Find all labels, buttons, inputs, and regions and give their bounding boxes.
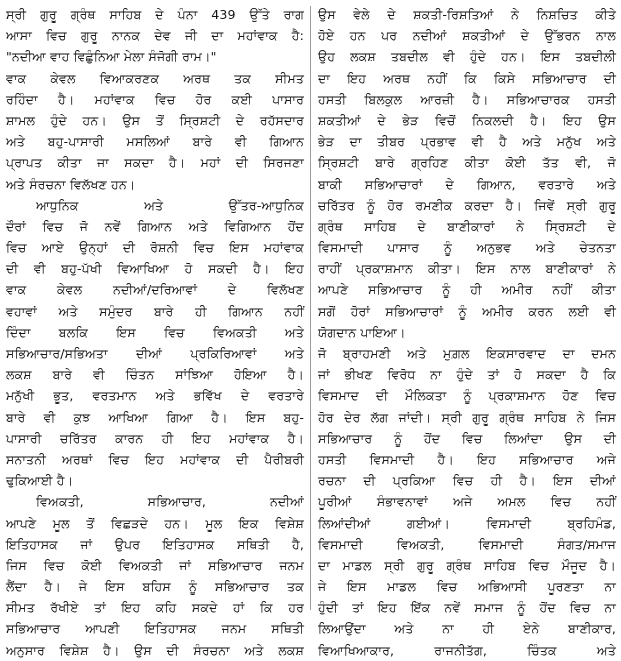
text-line: ਲੈਂਦਾ ਹੈ। ਜੇ ਇਸ ਬਹਿਸ ਨੂੰ ਸਭਿਆਚਾਰ ਤਕ [6, 579, 304, 595]
text-line: ਸਭਿਆਚਾਰ ਨੂੰ ਹੋਂਦ ਵਿਚ ਲਿਆਂਦਾ ਉਸ ਦੀ [318, 430, 616, 446]
text-line: ਯੋਗਦਾਨ ਪਾਇਆ। [318, 324, 406, 340]
text-line: ਵਿਅਕਤੀ, ਸਭਿਆਚਾਰ, ਨਦੀਆਂ [36, 494, 304, 510]
text-line: ਅਨੁਸਾਰ ਵਿਸ਼ੇਸ਼ ਹੈ। ਉਸ ਦੀ ਸੰਰਚਨਾ ਅਤੇ ਲਕਸ਼ [6, 642, 304, 658]
text-line: ਭੇੜ ਦਾ ਤੀਬਰ ਪ੍ਰਭਾਵ ਵੀ ਹੈ ਅਤੇ ਮਨੁੱਖ ਅਤੇ [318, 134, 616, 150]
text-line: ਆਪਣੇ ਸਭਿਆਚਾਰ ਨੂੰ ਹੀ ਅਮੀਰ ਨਹੀਂ ਕੀਤਾ [318, 282, 616, 298]
text-line: ਬਾਰੇ ਵੀ ਕੁਝ ਆਖਿਆ ਗਿਆ ਹੈ। ਇਸ ਬਹੁ- [6, 409, 304, 425]
text-line: ਸ਼ਾਮਲ ਹੁੰਦੇ ਹਨ। ਉਸ ਤੋਂ ਸ੍ਰਿਸ਼ਟੀ ਦੇ ਰਹੱਸਦਾਰ [6, 112, 304, 128]
text-line: ਵਿਸਮਾਦੀ ਪਾਸਾਰ ਨੂੰ ਅਨੁਭਵ ਅਤੇ ਚੇਤਨਤਾ [318, 240, 616, 256]
text-line: ਇਤਿਹਾਸਕ ਜਾਂ ਉਪਰ ਇਤਿਹਾਸਕ ਸਥਿਤੀ ਹੈ, [6, 536, 304, 552]
text-line: ਦੌਰਾਂ ਵਿਚ ਜੋ ਨਵੇਂ ਗਿਆਨ ਅਤੇ ਵਿਗਿਆਨ ਹੋਂਦ [6, 218, 304, 234]
text-line: ਜਾਂ ਭੀਖਣ ਵਿਰੋਧ ਨਾ ਹੁੰਦੇ ਤਾਂ ਹੋ ਸਕਦਾ ਹੈ ਕਿ [318, 367, 616, 383]
text-line: ਆਪਣੇ ਮੂਲ ਤੋਂ ਵਿਛੜਦੇ ਹਨ। ਮੂਲ ਇਕ ਵਿਸ਼ੇਸ਼ [6, 515, 304, 531]
text-line: ਹਸਤੀ ਵਿਸਮਾਦੀ ਹੈ। ਇਹ ਸਭਿਆਚਾਰ ਅਜੇ [318, 451, 616, 467]
text-line: ਪੂਰੀਆਂ ਸੰਭਾਵਨਾਵਾਂ ਅਜੇ ਅਮਲ ਵਿਚ ਨਹੀਂ [318, 494, 616, 510]
text-line: ਹੁੰਦੀ ਤਾਂ ਇਹ ਇੱਕ ਨਵੇਂ ਸਮਾਜ ਨੂੰ ਹੋਂਦ ਵਿਚ ਨਾ [318, 600, 616, 616]
text-line: ਰਾਹੀਂ ਪ੍ਰਕਾਸ਼ਮਾਨ ਕੀਤਾ। ਇਸ ਨਾਲ ਬਾਣੀਕਾਰਾਂ ਨੇ [318, 261, 616, 277]
text-line: ਲਕਸ਼ ਬਾਰੇ ਵੀ ਚਿੰਤਨ ਸਾਂਝਿਆ ਹੋਇਆ ਹੈ। [6, 367, 304, 383]
text-line: ਲਿਆਂਦੀਆਂ ਗਈਆਂ। ਵਿਸਮਾਦੀ ਬ੍ਰਹਿਮੰਡ, [318, 515, 616, 531]
text-line: ਹੋਰ ਦੇਰ ਲੱਗ ਜਾਂਦੀ। ਸ੍ਰੀ ਗੁਰੂ ਗ੍ਰੰਥ ਸਾਹਿਬ ਨੇ ਜਿਸ [318, 409, 616, 425]
text-line: ਅਤੇ ਸੰਰਚਨਾ ਵਿਲੱਖਣ ਹਨ। [6, 176, 136, 192]
text-line: ਹੋਏ ਹਨ ਪਰ ਨਦੀਆਂ ਸ਼ਕਤੀਆਂ ਦੇ ਉੱਭਰਨ ਨਾਲ [318, 28, 616, 44]
text-line: ਵਿਚ ਆਏ ਉਨ੍ਹਾਂ ਦੀ ਰੋਸ਼ਨੀ ਵਿਚ ਇਸ ਮਹਾਂਵਾਕ [6, 240, 304, 256]
text-line: ਉਸ ਵੇਲੇ ਦੇ ਸ਼ਕਤੀ-ਰਿਸ਼ਤਿਆਂ ਨੇ ਨਿਸ਼ਚਿਤ ਕੀਤੇ [318, 7, 616, 22]
text-line: ਵਹਾਵਾਂ ਅਤੇ ਸਮੁੰਦਰ ਬਾਰੇ ਹੀ ਗਿਆਨ ਨਹੀਂ [6, 303, 304, 319]
text-line: ਵਾਕ ਕੇਵਲ ਨਦੀਆਂ/ਦਰਿਆਵਾਂ ਦੇ ਵਿਲੱਖਣ [6, 282, 304, 298]
text-line: ਪ੍ਰਾਪਤ ਕੀਤਾ ਜਾ ਸਕਦਾ ਹੈ। ਮਹਾਂ ਦੀ ਸਿਰਜਣਾ [6, 155, 304, 171]
text-line: ਸ਼ਕਤੀਆਂ ਦੇ ਭੇੜ ਵਿਚੋਂ ਨਿਕਲਦੀ ਹੈ। ਇਹ ਉਸ [318, 112, 616, 128]
text-line: ਵਾਕ ਕੇਵਲ ਵਿਆਕਰਣਕ ਅਰਥ ਤਕ ਸੀਮਤ [6, 70, 304, 86]
text-line: ਸਨਾਤਨੀ ਅਰਥਾਂ ਵਿਚ ਇਹ ਮਹਾਂਵਾਕ ਦੀ ਪੈਰੀਬਰੀ [6, 451, 304, 467]
text-line: ਗ੍ਰੰਥ ਸਾਹਿਬ ਦੇ ਬਾਣੀਕਾਰਾਂ ਨੇ ਸ੍ਰਿਸ਼ਟੀ ਦੇ [318, 218, 616, 234]
text-line: ਜੋ ਬ੍ਰਾਹਮਣੀ ਅਤੇ ਮੁਗ਼ਲ ਇਕਸਾਰਵਾਦ ਦਾ ਦਮਨ [318, 346, 616, 361]
text-line: ਵਿਆਖਿਆਕਾਰ, ਰਾਜਨੀਤੱਗ, ਚਿੰਤਕ ਅਤੇ [318, 642, 616, 658]
text-line: ਮਨੁੱਖੀ ਭੂਤ, ਵਰਤਮਾਨ ਅਤੇ ਭਵਿੱਖ ਦੇ ਵਰਤਾਰੇ [6, 388, 304, 404]
text-line: ਲਿਆਉਂਦਾ ਅਤੇ ਨਾ ਹੀ ਏਨੇ ਬਾਣੀਕਾਰ, [318, 621, 616, 637]
text-line: ਬਾਕੀ ਸਭਿਆਚਾਰਾਂ ਦੇ ਗਿਆਨ, ਵਰਤਾਰੇ ਅਤੇ [318, 176, 616, 192]
column-divider [310, 6, 311, 610]
text-line: "ਨਦੀਆ ਵਾਹ ਵਿਛੁੰਨਿਆ ਮੇਲਾ ਸੰਜੋਗੀ ਰਾਮ।" [6, 49, 217, 65]
article-column-right [318, 4, 616, 658]
text-line: ਸ੍ਰਿਸ਼ਟੀ ਬਾਰੇ ਗ੍ਰਹਿਣ ਕੀਤਾ ਕੋਈ ਤੱਤ ਵੀ, ਜੋ [318, 155, 616, 171]
text-line: ਚਰਿੱਤਰ ਨੂੰ ਹੋਰ ਰਮਣੀਕ ਕਰਦਾ ਹੈ। ਜਿਵੇਂ ਸ੍ਰੀ ਗੁਰੂ [318, 197, 616, 213]
text-line: ਦਾ ਇਹ ਅਰਥ ਨਹੀਂ ਕਿ ਕਿਸੇ ਸਭਿਆਚਾਰ ਦੀ [318, 70, 616, 86]
text-line: ਆਧੁਨਿਕ ਅਤੇ ਉੱਤਰ-ਆਧੁਨਿਕ [36, 197, 304, 213]
text-line: ਢੁਕਿਆਈ ਹੈ। [6, 473, 74, 489]
text-line: ਦਾ ਮਾਡਲ ਸ੍ਰੀ ਗੁਰੂ ਗ੍ਰੰਥ ਸਾਹਿਬ ਵਿਚ ਮੌਜੂਦ ਹੈ। [318, 557, 616, 573]
text-line: ਜਿਸ ਵਿਚ ਕੋਈ ਵਿਅਕਤੀ ਜਾਂ ਸਭਿਆਚਾਰ ਜਨਮ [6, 557, 304, 573]
text-line: ਦੀ ਵੀ ਬਹੁ-ਪੱਖੀ ਵਿਆਖਿਆ ਹੋ ਸਕਦੀ ਹੈ। ਇਹ [6, 261, 304, 277]
text-line: ਵਿਸਮਾਦੀ ਵਿਅਕਤੀ, ਵਿਸਮਾਦੀ ਸੰਗਤ/ਸਮਾਜ [318, 536, 616, 552]
text-line: ਰਚਨਾ ਦੀ ਪ੍ਰਕਿਆ ਵਿਚ ਹੀ ਹੈ। ਇਸ ਦੀਆਂ [318, 473, 616, 489]
text-line: ਦਿੰਦਾ ਬਲਕਿ ਇਸ ਵਿਚ ਵਿਅਕਤੀ ਅਤੇ [6, 324, 304, 340]
text-line: ਸ੍ਰੀ ਗੁਰੂ ਗ੍ਰੰਥ ਸਾਹਿਬ ਦੇ ਪੰਨਾ 439 ਉੱਤੇ ਰਾਗ [6, 7, 304, 22]
text-line: ਪਾਸਾਰੀ ਚਰਿੱਤਰ ਕਾਰਨ ਹੀ ਇਹ ਮਹਾਂਵਾਕ ਹੈ। [6, 430, 304, 446]
text-line: ਸੀਮਤ ਰੱਖੀਏ ਤਾਂ ਇਹ ਕਹਿ ਸਕਦੇ ਹਾਂ ਕਿ ਹਰ [6, 600, 304, 616]
text-line: ਵਿਸਮਾਦ ਦੀ ਮੌਲਿਕਤਾ ਨੂੰ ਪ੍ਰਕਾਸ਼ਮਾਨ ਹੋਣ ਵਿਚ [318, 388, 616, 404]
text-line: ਰਹਿੰਦਾ ਹੈ। ਮਹਾਂਵਾਕ ਵਿਚ ਹੋਰ ਕਈ ਪਾਸਾਰ [6, 91, 304, 107]
article-column-left [6, 4, 304, 658]
text-line: ਅਤੇ ਬਹੁ-ਪਾਸਾਰੀ ਮਸਲਿਆਂ ਬਾਰੇ ਵੀ ਗਿਆਨ [6, 134, 304, 150]
text-line: ਉਹ ਲਕਸ਼ ਤਬਦੀਲ ਵੀ ਹੁੰਦੇ ਹਨ। ਇਸ ਤਬਦੀਲੀ [318, 49, 616, 65]
text-line: ਸਭਿਆਚਾਰ/ਸਭਿਅਤਾ ਦੀਆਂ ਪ੍ਰਕਿਰਿਆਵਾਂ ਅਤੇ [6, 346, 304, 361]
text-line: ਸਭਿਆਚਾਰ ਆਪਣੀ ਇਤਿਹਾਸਕ ਜਨਮ ਸਥਿਤੀ [6, 621, 304, 637]
text-line: ਜੇ ਇਸ ਮਾਡਲ ਵਿਚ ਅਭਿਆਸੀ ਪੂਰਣਤਾ ਨਾ [318, 579, 616, 595]
text-line: ਸਗੋਂ ਹੋਰਾਂ ਸਭਿਆਚਾਰਾਂ ਨੂੰ ਅਮੀਰ ਕਰਨ ਲਈ ਵੀ [318, 303, 616, 319]
text-line: ਹਸਤੀ ਬਿਲਕੁਲ ਆਰਜ਼ੀ ਹੈ। ਸਭਿਆਚਾਰਕ ਹਸਤੀ [318, 91, 616, 107]
text-line: ਆਸਾ ਵਿਚ ਗੁਰੂ ਨਾਨਕ ਦੇਵ ਜੀ ਦਾ ਮਹਾਂਵਾਕ ਹੈ: [6, 28, 304, 44]
